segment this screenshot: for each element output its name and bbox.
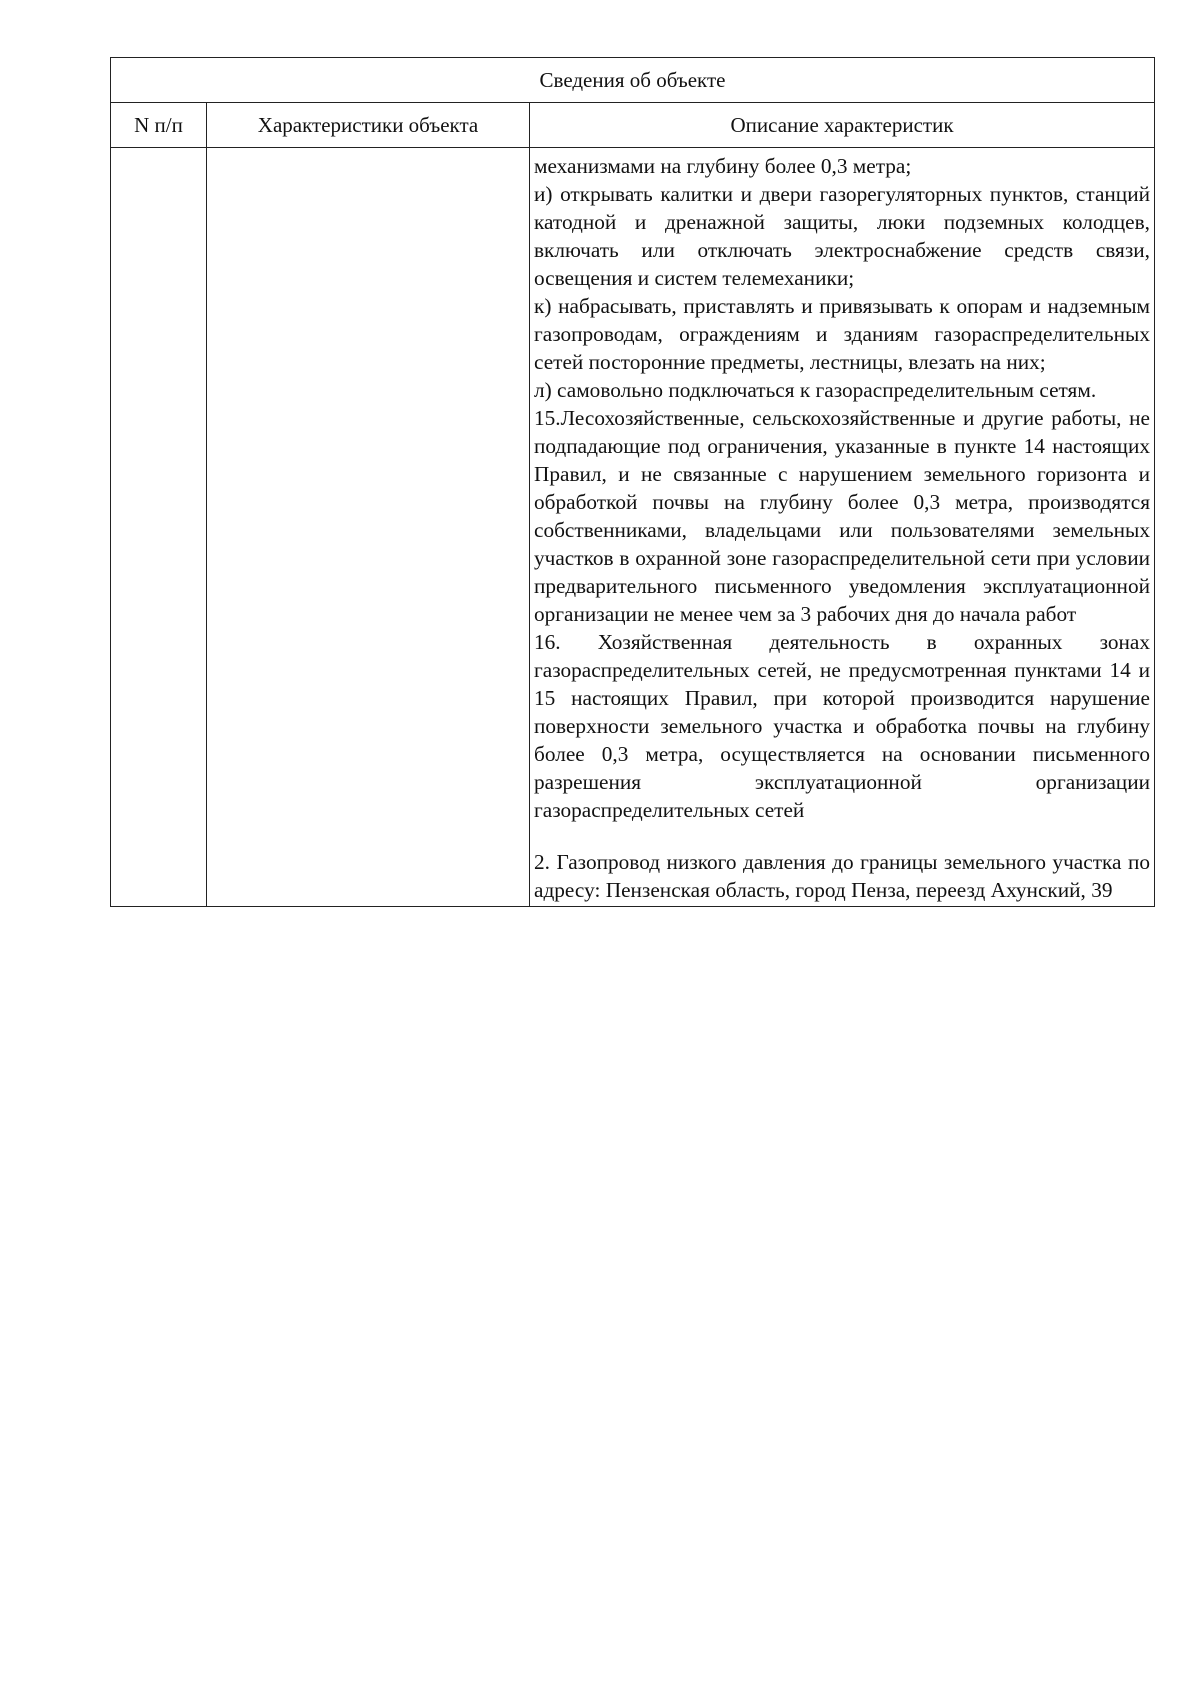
header-characteristics: Характеристики объекта — [207, 103, 530, 148]
description-paragraph: к) набрасывать, приставлять и привязывать к опорам и надземным газопроводам, ограждениям и зданиям газораспределительных сетей посторонние предметы, лестницы, влезать на них; — [534, 294, 1150, 374]
table-caption-row — [111, 58, 1155, 103]
description-paragraph: л) самовольно подключаться к газораспределительным сетям. — [534, 378, 1097, 402]
description-paragraph: 15.Лесохозяйственные, сельскохозяйственные и другие работы, не подпадающие под ограничения, указанные в пункте 14 настоящих Правил, и не связанные с нарушением земельного горизонта и обработкой почвы на глубину более 0,3 метра, производятся собственниками, владельцами или пользователями земельных участков в охранной зоне газораспределительной сети при условии предварительного письменного уведомления эксплуатационной организации не менее чем за 3 рабочих дня до начала работ — [534, 406, 1150, 626]
cell-description — [530, 148, 1155, 907]
object-info-table — [110, 57, 1155, 907]
table-row — [111, 148, 1155, 907]
table-caption: Сведения об объекте — [111, 58, 1155, 103]
cell-num — [111, 148, 207, 907]
description-paragraph: и) открывать калитки и двери газорегуляторных пунктов, станций катодной и дренажной защиты, люки подземных колодцев, включать или отключать электроснабжение средств связи, освещения и систем телемеханики; — [534, 182, 1150, 290]
description-paragraph: механизмами на глубину более 0,3 метра; — [534, 154, 912, 178]
description-paragraph: 16. Хозяйственная деятельность в охранных зонах газораспределительных сетей, не предусмотренная пунктами 14 и 15 настоящих Правил, при которой производится нарушение поверхности земельного участка и обработка почвы на глубину более 0,3 метра, осуществляется на основании письменного разрешения эксплуатационной организации газораспределительных сетей — [534, 630, 1150, 822]
header-description: Описание характеристик — [530, 103, 1155, 148]
cell-characteristics — [207, 148, 530, 907]
table-header-row — [111, 103, 1155, 148]
header-num: N п/п — [111, 103, 207, 148]
description-paragraph: 2. Газопровод низкого давления до границы земельного участка по адресу: Пензенская область, город Пенза, переезд Ахунский, 39 — [534, 850, 1150, 902]
paragraph-spacer — [534, 824, 1150, 848]
